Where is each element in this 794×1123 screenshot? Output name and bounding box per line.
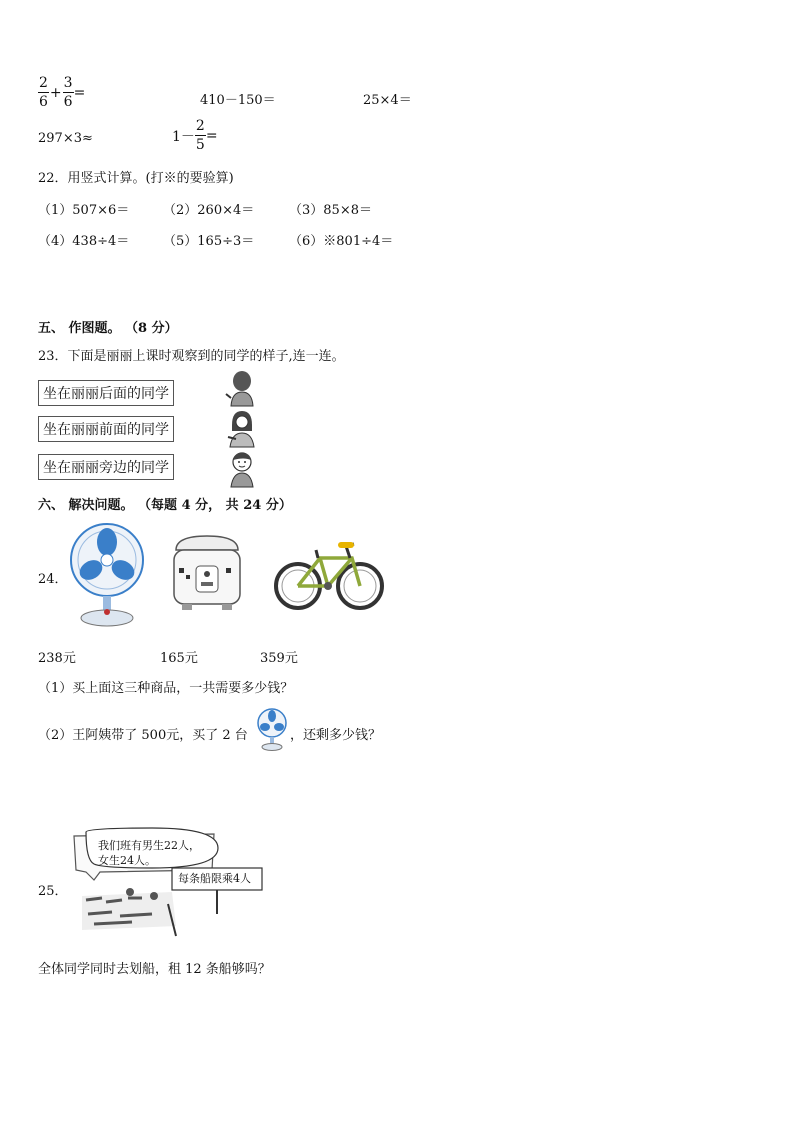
q22-item-1: （1）507×6＝ xyxy=(38,203,130,218)
electric-fan-icon xyxy=(68,522,146,628)
speech-bubble-text: 我们班有男生22人， 女生24人。 xyxy=(98,839,200,867)
q23-option-behind[interactable]: 坐在丽丽后面的同学 xyxy=(38,380,174,406)
q22-item-2: （2）260×4＝ xyxy=(163,203,255,218)
q24-sub-question-2a: （2）王阿姨带了 500元，买了 2 台 xyxy=(38,728,248,743)
q23-option-front[interactable]: 坐在丽丽前面的同学 xyxy=(38,416,174,442)
question-25-text: 全体同学同时去划船，租 12 条船够吗？ xyxy=(38,962,271,977)
boat-rule-sign: 每条船限乘4人 xyxy=(178,872,251,885)
question-24-number: 24． xyxy=(38,572,68,587)
q24-sub-question-2b: ，还剩多少钱？ xyxy=(290,728,382,743)
price-fan: 238元 xyxy=(38,651,76,666)
student-back-view-icon[interactable] xyxy=(222,368,262,408)
question-22-title: 22．用竖式计算。(打※的要验算) xyxy=(38,171,234,186)
q24-sub-question-1: （1）买上面这三种商品，一共需要多少钱？ xyxy=(38,681,294,696)
expression-estimate: 297×3≈ xyxy=(38,131,93,146)
fraction-expression-2: 1－ $\frac{2}{5}$ = xyxy=(172,118,218,153)
q22-item-4: （4）438÷4＝ xyxy=(38,234,130,249)
question-25-number: 25． xyxy=(38,884,68,899)
small-fan-icon xyxy=(256,708,288,752)
q22-item-3: （3）85×8＝ xyxy=(289,203,372,218)
section-6-heading: 六、 解决问题。 （每题 4 分， 共 24 分） xyxy=(38,498,292,513)
fraction-expression-1: $\frac{2}{6}$ + $\frac{3}{6}$ = xyxy=(39,75,86,110)
expression-multiplication: 25×4＝ xyxy=(363,93,412,108)
price-bicycle: 359元 xyxy=(260,651,298,666)
section-5-heading: 五、 作图题。 （8 分） xyxy=(38,321,178,336)
bicycle-icon xyxy=(272,540,386,612)
rice-cooker-icon xyxy=(170,530,244,616)
student-side-view-icon[interactable] xyxy=(224,450,260,488)
q23-option-beside[interactable]: 坐在丽丽旁边的同学 xyxy=(38,454,174,480)
student-girl-icon[interactable] xyxy=(222,407,262,449)
q22-item-5: （5）165÷3＝ xyxy=(163,234,255,249)
price-rice-cooker: 165元 xyxy=(160,651,198,666)
expression-subtraction: 410－150＝ xyxy=(200,93,276,108)
q22-item-6: （6）※801÷4＝ xyxy=(289,234,394,249)
question-23-title: 23．下面是丽丽上课时观察到的同学的样子,连一连。 xyxy=(38,349,345,364)
